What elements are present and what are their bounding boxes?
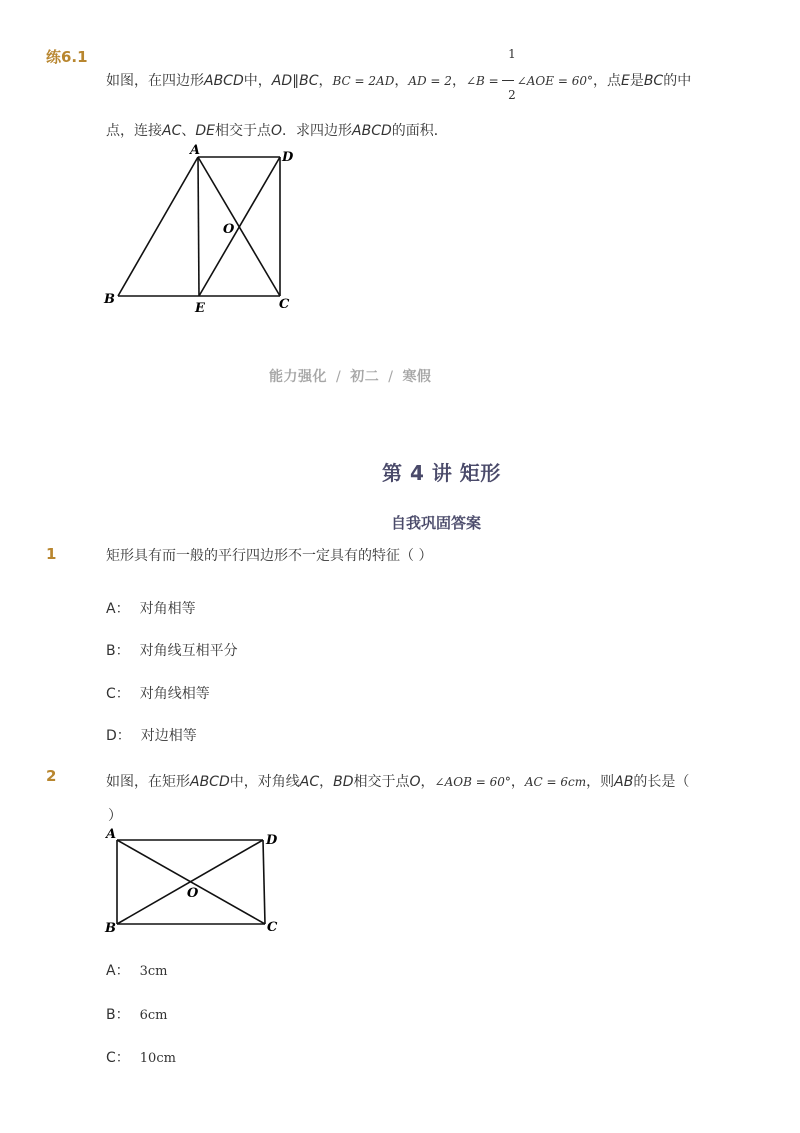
text-o: O [409,774,421,790]
lecture-title: 第 4 讲 矩形 [382,461,501,485]
text-bc2: BC [643,73,664,89]
option-a[interactable] [106,598,196,618]
text-segment: 点，连接 [106,123,162,139]
text-quad: ABCD [204,73,244,89]
option-text: 10cm [139,1051,176,1066]
label-e: E [195,301,205,316]
text-quad: ABCD [190,774,230,790]
exercise-text-line2 [106,120,448,140]
option-c[interactable] [106,683,210,703]
text-bc: BC [299,73,319,89]
option-b[interactable] [106,1004,168,1024]
label-b: B [104,292,115,307]
text-segment: ，则 [586,774,615,790]
segment-ae [198,157,199,296]
label-b: B [105,921,116,936]
trapezoid-figure [100,140,310,320]
text-segment: ， [318,73,333,89]
text-segment: 、 [181,123,196,139]
option-letter: B： [106,643,130,659]
text-segment: 的长是（ [633,774,690,790]
math-angle-aoe: ∠AOE = 60° [516,74,593,88]
label-d: D [282,150,294,165]
option-letter: D： [106,728,131,744]
text-ad: AD [271,73,293,89]
text-segment: 的面积． [391,123,448,139]
text-segment: ， [451,73,466,89]
footer-part: 寒假 [402,369,432,385]
math-angle-aob: ∠AOB = 60° [434,775,511,789]
math-ad-2: AD = 2 [408,74,452,88]
segment-ab [118,157,198,296]
label-a: A [106,827,117,842]
text-segment: ．求四边形 [282,123,353,139]
text-segment: 相交于点 [215,123,271,139]
option-text: 对角相等 [139,601,196,617]
text-segment: 如图，在矩形 [106,774,190,790]
text-segment: ， [510,774,525,790]
math-angle-b: ∠B = [465,74,499,88]
question-number: 1 [46,545,57,563]
option-d[interactable] [106,725,197,745]
question-text-line1 [106,771,689,791]
text-bd: BD [333,774,354,790]
rectangle-figure [100,824,290,940]
text-segment: 是 [629,73,644,89]
label-c: C [267,920,278,935]
exercise-text-line1 [106,70,691,90]
label-a: A [190,143,201,158]
text-segment: ， [394,73,409,89]
text-segment: 相交于点 [353,774,410,790]
text-quad: ABCD [352,123,392,139]
question-text: 矩形具有而一般的平行四边形不一定具有的特征（ ） [106,548,433,564]
text-segment: ， [420,774,435,790]
option-a[interactable] [106,960,167,980]
text-ac: AC [299,774,320,790]
section-title: 自我巩固答案 [391,514,482,532]
footer-separator: / [336,369,342,385]
segment-dc [263,840,265,924]
exercise-label: 练6.1 [46,48,88,66]
text-ac: AC [162,123,182,139]
text-segment: ，点 [592,73,621,89]
option-text: 对角线相等 [139,686,210,702]
label-o: O [223,222,235,237]
question-number: 2 [46,767,57,785]
footer-part: 能力强化 [269,369,327,385]
text-e: E [620,73,630,89]
footer-separator: / [388,369,394,385]
label-c: C [279,297,290,312]
text-segment: 中，对角线 [229,774,300,790]
question-text-line2: ） [108,808,122,824]
text-o: O [271,123,283,139]
option-letter: C： [106,686,130,702]
text-segment: ， [319,774,334,790]
math-ac-6cm: AC = 6cm [524,775,587,789]
option-letter: A： [106,963,130,979]
fraction-denominator: 2 [508,88,516,102]
text-ab: AB [614,774,634,790]
option-text: 对边相等 [140,728,197,744]
option-letter: B： [106,1007,130,1023]
text-segment: 中， [243,73,272,89]
parallel-symbol: ∥ [292,73,300,89]
fraction-numerator: 1 [508,47,516,61]
option-c[interactable] [106,1047,176,1067]
fraction-bar [502,80,514,81]
text-de: DE [195,123,215,139]
label-o: O [187,886,199,901]
footer-part: 初二 [350,369,380,385]
math-bc-2ad: BC = 2AD [332,74,395,88]
option-text: 对角线互相平分 [139,643,238,659]
option-letter: C： [106,1050,130,1066]
text-segment: 的中 [663,73,692,89]
option-b[interactable] [106,640,238,660]
text-segment: 如图，在四边形 [106,73,204,89]
page-footer [269,366,431,386]
label-d: D [266,833,278,848]
option-letter: A： [106,601,130,617]
option-text: 3cm [139,964,168,979]
option-text: 6cm [139,1008,168,1023]
